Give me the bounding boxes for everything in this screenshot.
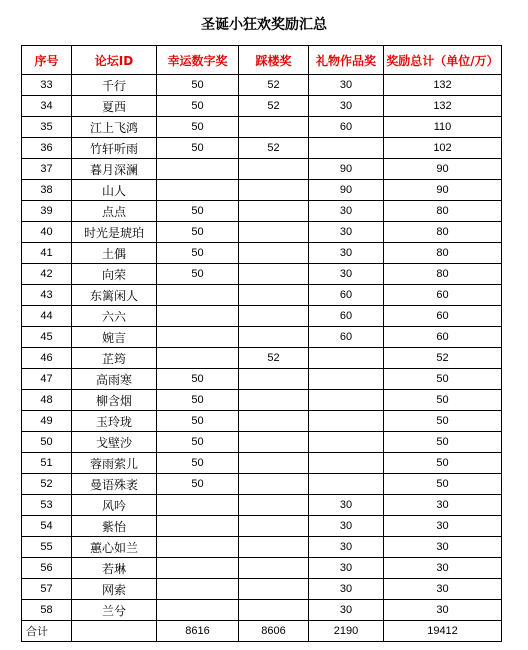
cell-gift-work-award	[309, 138, 384, 159]
cell-floor-award	[239, 327, 309, 348]
cell-no: 36	[22, 138, 72, 159]
header-floor-award: 踩楼奖	[239, 46, 309, 75]
cell-forum-id: 蕙心如兰	[72, 537, 157, 558]
cell-no: 45	[22, 327, 72, 348]
cell-total: 50	[384, 474, 502, 495]
header-lucky-number: 幸运数字奖	[157, 46, 239, 75]
cell-gift-work-award: 30	[309, 222, 384, 243]
cell-lucky-number	[157, 180, 239, 201]
cell-gift-work-award: 90	[309, 180, 384, 201]
cell-forum-id: 紫怡	[72, 516, 157, 537]
cell-floor-award	[239, 453, 309, 474]
cell-gift-work-award	[309, 369, 384, 390]
cell-forum-id: 东篱闲人	[72, 285, 157, 306]
cell-total: 30	[384, 600, 502, 621]
cell-lucky-number: 50	[157, 117, 239, 138]
cell-forum-id: 兰兮	[72, 600, 157, 621]
cell-forum-id: 向荣	[72, 264, 157, 285]
cell-total: 90	[384, 180, 502, 201]
cell-floor-award	[239, 201, 309, 222]
cell-forum-id: 千行	[72, 75, 157, 96]
cell-no: 57	[22, 579, 72, 600]
cell-gift-work-award	[309, 432, 384, 453]
cell-forum-id: 柳含烟	[72, 390, 157, 411]
cell-forum-id: 土偶	[72, 243, 157, 264]
cell-no: 41	[22, 243, 72, 264]
cell-forum-id: 若琳	[72, 558, 157, 579]
cell-no: 48	[22, 390, 72, 411]
cell-gift-work-award: 30	[309, 558, 384, 579]
cell-lucky-number: 50	[157, 201, 239, 222]
table-row	[22, 201, 502, 222]
cell-no: 50	[22, 432, 72, 453]
cell-forum-id: 六六	[72, 306, 157, 327]
cell-forum-id: 曼语殊袤	[72, 474, 157, 495]
cell-total: 30	[384, 537, 502, 558]
cell-floor-award: 52	[239, 96, 309, 117]
cell-floor-award	[239, 117, 309, 138]
table-body	[22, 75, 502, 621]
cell-gift-work-award: 30	[309, 600, 384, 621]
cell-lucky-number: 50	[157, 453, 239, 474]
cell-gift-work-award: 30	[309, 579, 384, 600]
cell-gift-work-award	[309, 411, 384, 432]
cell-no: 53	[22, 495, 72, 516]
cell-floor-award	[239, 390, 309, 411]
cell-no: 46	[22, 348, 72, 369]
table-row	[22, 264, 502, 285]
cell-floor-award	[239, 285, 309, 306]
cell-lucky-number: 50	[157, 264, 239, 285]
cell-forum-id: 夏西	[72, 96, 157, 117]
cell-floor-award	[239, 495, 309, 516]
cell-lucky-number: 50	[157, 390, 239, 411]
cell-lucky-number: 50	[157, 96, 239, 117]
summary-lucky: 8616	[157, 621, 239, 642]
summary-label: 合计	[22, 621, 72, 642]
cell-gift-work-award: 30	[309, 75, 384, 96]
cell-forum-id: 竹轩听雨	[72, 138, 157, 159]
header-no: 序号	[22, 46, 72, 75]
cell-lucky-number	[157, 327, 239, 348]
cell-no: 55	[22, 537, 72, 558]
cell-no: 40	[22, 222, 72, 243]
table-row	[22, 495, 502, 516]
table-row	[22, 516, 502, 537]
table-row	[22, 243, 502, 264]
table-row	[22, 159, 502, 180]
cell-floor-award	[239, 474, 309, 495]
cell-forum-id: 戈壁沙	[72, 432, 157, 453]
cell-total: 80	[384, 243, 502, 264]
table-row	[22, 117, 502, 138]
table-row	[22, 75, 502, 96]
summary-id	[72, 621, 157, 642]
cell-forum-id: 玉玲珑	[72, 411, 157, 432]
cell-floor-award	[239, 264, 309, 285]
table-row	[22, 453, 502, 474]
cell-forum-id: 高雨寒	[72, 369, 157, 390]
cell-gift-work-award: 30	[309, 537, 384, 558]
cell-floor-award	[239, 222, 309, 243]
summary-total: 19412	[384, 621, 502, 642]
table-row	[22, 327, 502, 348]
cell-total: 30	[384, 579, 502, 600]
cell-lucky-number	[157, 537, 239, 558]
cell-no: 54	[22, 516, 72, 537]
cell-lucky-number	[157, 579, 239, 600]
cell-gift-work-award	[309, 348, 384, 369]
cell-forum-id: 风吟	[72, 495, 157, 516]
cell-lucky-number	[157, 348, 239, 369]
table-row	[22, 474, 502, 495]
cell-no: 58	[22, 600, 72, 621]
cell-gift-work-award	[309, 474, 384, 495]
table-row	[22, 96, 502, 117]
cell-gift-work-award: 30	[309, 243, 384, 264]
cell-no: 47	[22, 369, 72, 390]
cell-total: 52	[384, 348, 502, 369]
cell-no: 49	[22, 411, 72, 432]
cell-total: 132	[384, 96, 502, 117]
page-title: 圣诞小狂欢奖励汇总	[201, 17, 327, 33]
table-row	[22, 285, 502, 306]
table-row	[22, 411, 502, 432]
cell-floor-award	[239, 180, 309, 201]
cell-forum-id: 网索	[72, 579, 157, 600]
cell-lucky-number	[157, 306, 239, 327]
cell-lucky-number: 50	[157, 369, 239, 390]
cell-gift-work-award: 60	[309, 285, 384, 306]
cell-floor-award	[239, 306, 309, 327]
cell-lucky-number: 50	[157, 474, 239, 495]
summary-row	[22, 621, 502, 642]
cell-floor-award	[239, 579, 309, 600]
table-row	[22, 348, 502, 369]
cell-lucky-number	[157, 495, 239, 516]
cell-forum-id: 江上飞鸿	[72, 117, 157, 138]
cell-lucky-number: 50	[157, 411, 239, 432]
header-forum-id: 论坛ID	[72, 46, 157, 75]
cell-total: 50	[384, 453, 502, 474]
cell-total: 50	[384, 369, 502, 390]
cell-total: 80	[384, 222, 502, 243]
cell-lucky-number: 50	[157, 243, 239, 264]
cell-no: 38	[22, 180, 72, 201]
header-total: 奖励总计（单位/万）	[384, 46, 502, 75]
cell-total: 80	[384, 201, 502, 222]
cell-total: 30	[384, 495, 502, 516]
cell-gift-work-award: 30	[309, 516, 384, 537]
table-row	[22, 222, 502, 243]
cell-floor-award: 52	[239, 75, 309, 96]
cell-forum-id: 芷筠	[72, 348, 157, 369]
cell-total: 110	[384, 117, 502, 138]
cell-gift-work-award: 60	[309, 306, 384, 327]
cell-no: 37	[22, 159, 72, 180]
cell-no: 43	[22, 285, 72, 306]
cell-total: 50	[384, 390, 502, 411]
cell-lucky-number	[157, 285, 239, 306]
cell-gift-work-award: 30	[309, 96, 384, 117]
cell-total: 50	[384, 411, 502, 432]
cell-lucky-number: 50	[157, 432, 239, 453]
table-row	[22, 369, 502, 390]
cell-floor-award	[239, 369, 309, 390]
cell-forum-id: 婉言	[72, 327, 157, 348]
header-row	[22, 46, 502, 75]
cell-forum-id: 蓉雨萦儿	[72, 453, 157, 474]
cell-lucky-number: 50	[157, 138, 239, 159]
cell-no: 44	[22, 306, 72, 327]
table-row	[22, 537, 502, 558]
header-gift-work-award: 礼物作品奖	[309, 46, 384, 75]
cell-forum-id: 时光是琥珀	[72, 222, 157, 243]
cell-floor-award	[239, 516, 309, 537]
cell-floor-award	[239, 558, 309, 579]
table-row	[22, 138, 502, 159]
cell-total: 60	[384, 285, 502, 306]
cell-total: 60	[384, 306, 502, 327]
table-row	[22, 432, 502, 453]
cell-no: 52	[22, 474, 72, 495]
summary-floor: 8606	[239, 621, 309, 642]
reward-summary-table	[21, 45, 502, 642]
cell-floor-award	[239, 600, 309, 621]
table-row	[22, 558, 502, 579]
cell-lucky-number	[157, 600, 239, 621]
cell-floor-award	[239, 432, 309, 453]
cell-total: 102	[384, 138, 502, 159]
cell-forum-id: 暮月深澜	[72, 159, 157, 180]
table-row	[22, 180, 502, 201]
cell-gift-work-award: 30	[309, 495, 384, 516]
cell-gift-work-award: 60	[309, 327, 384, 348]
cell-gift-work-award: 30	[309, 201, 384, 222]
cell-gift-work-award	[309, 390, 384, 411]
cell-lucky-number: 50	[157, 222, 239, 243]
table-row	[22, 306, 502, 327]
cell-no: 39	[22, 201, 72, 222]
cell-floor-award	[239, 537, 309, 558]
cell-floor-award	[239, 243, 309, 264]
cell-gift-work-award	[309, 453, 384, 474]
cell-no: 56	[22, 558, 72, 579]
cell-forum-id: 山人	[72, 180, 157, 201]
cell-total: 90	[384, 159, 502, 180]
cell-floor-award	[239, 159, 309, 180]
cell-floor-award: 52	[239, 138, 309, 159]
cell-total: 30	[384, 558, 502, 579]
summary-gift: 2190	[309, 621, 384, 642]
cell-no: 51	[22, 453, 72, 474]
cell-gift-work-award: 30	[309, 264, 384, 285]
cell-forum-id: 点点	[72, 201, 157, 222]
cell-floor-award	[239, 411, 309, 432]
cell-gift-work-award: 60	[309, 117, 384, 138]
cell-total: 80	[384, 264, 502, 285]
cell-total: 60	[384, 327, 502, 348]
cell-no: 42	[22, 264, 72, 285]
cell-total: 132	[384, 75, 502, 96]
table-row	[22, 390, 502, 411]
cell-lucky-number	[157, 159, 239, 180]
cell-gift-work-award: 90	[309, 159, 384, 180]
cell-no: 34	[22, 96, 72, 117]
cell-lucky-number	[157, 558, 239, 579]
cell-floor-award: 52	[239, 348, 309, 369]
cell-total: 30	[384, 516, 502, 537]
table-row	[22, 600, 502, 621]
cell-no: 35	[22, 117, 72, 138]
cell-total: 50	[384, 432, 502, 453]
cell-no: 33	[22, 75, 72, 96]
table-row	[22, 579, 502, 600]
cell-lucky-number	[157, 516, 239, 537]
cell-lucky-number: 50	[157, 75, 239, 96]
